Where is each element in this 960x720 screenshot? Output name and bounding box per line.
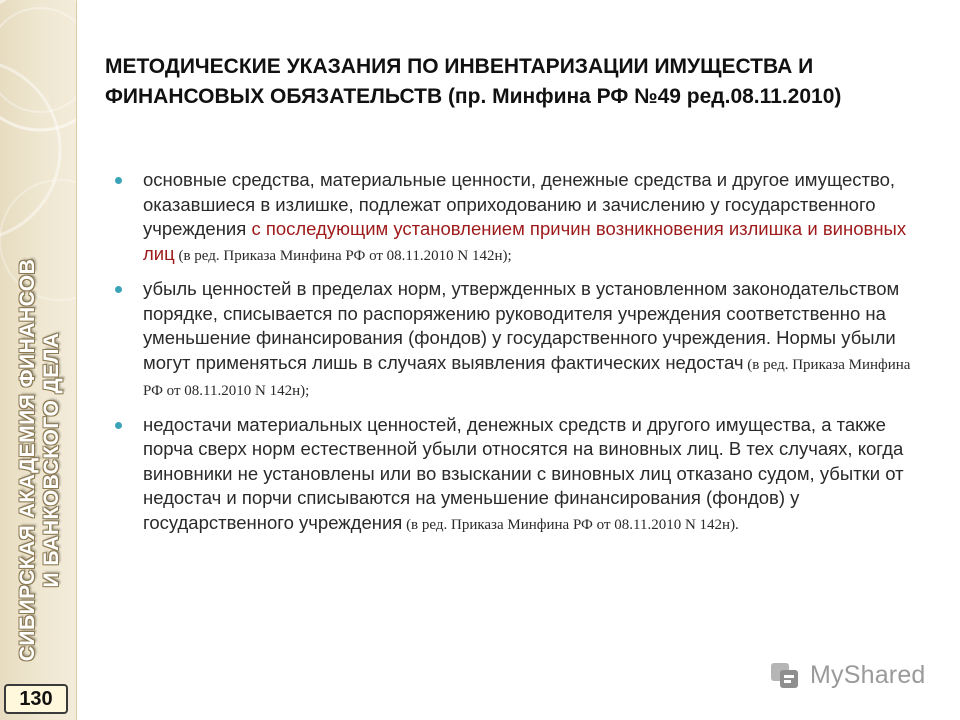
- watermark: [768, 655, 938, 695]
- side-decorative-band: [0, 0, 77, 720]
- bullet-dot-icon: [115, 422, 122, 429]
- bullet-dot-icon: [115, 177, 122, 184]
- bullet-reference: (в ред. Приказа Минфина РФ от 08.11.2010 N 142н);: [174, 247, 512, 264]
- bullet-item: [112, 168, 932, 268]
- bullet-item: [112, 277, 932, 404]
- bullet-text: недостачи материальных ценностей, денежных средств и другого имущества, а также порча сверх норм естественной убыли относятся на виновных лиц. В тех случаях, когда виновники не установлены или во взыскании с виновных лиц отказано судом, убытки от недостач и порчи списываются на уменьшение финансирования (фондов) у государственного учреждения: [143, 413, 904, 533]
- bullet-reference: (в ред. Приказа Минфина РФ от 08.11.2010 N 142н);: [143, 356, 911, 399]
- academy-name-line-2: И БАНКОВСКОГО ДЕЛА: [40, 332, 63, 588]
- bullet-highlight-text: с последующим установлением причин возникновения излишка и виновных лиц: [143, 218, 907, 264]
- bullet-list: [112, 168, 932, 546]
- bullet-text: убыль ценностей в пределах норм, утвержденных в установленном законодательством порядке, списывается по распоряжению руководителя учреждения соответственно на уменьшение финансирования (фондов) у государственного учреждения. Нормы убыли могут применяться лишь в случаях выявления фактических недостач: [143, 278, 900, 373]
- bullet-text: основные средства, материальные ценности, денежные средства и другое имущество, оказавшиеся в излишке, подлежат оприходованию и зачислению у государственного учреждения: [143, 169, 896, 239]
- slide-title: МЕТОДИЧЕСКИЕ УКАЗАНИЯ ПО ИНВЕНТАРИЗАЦИИ ИМУЩЕСТВА И ФИНАНСОВЫХ ОБЯЗАТЕЛЬСТВ (пр. Минфина РФ №49 ред.08.11.2010): [105, 55, 842, 108]
- bullet-item: [112, 413, 932, 538]
- bullet-dot-icon: [115, 286, 122, 293]
- academy-name-vertical: [16, 259, 64, 662]
- page-number: 130: [4, 684, 68, 714]
- watermark-text: MyShared: [810, 660, 926, 689]
- myshared-logo-icon: [768, 657, 804, 693]
- bullet-reference: (в ред. Приказа Минфина РФ от 08.11.2010 N 142н).: [402, 516, 739, 533]
- academy-name-line-1: СИБИРСКАЯ АКАДЕМИЯ ФИНАНСОВ: [16, 258, 39, 662]
